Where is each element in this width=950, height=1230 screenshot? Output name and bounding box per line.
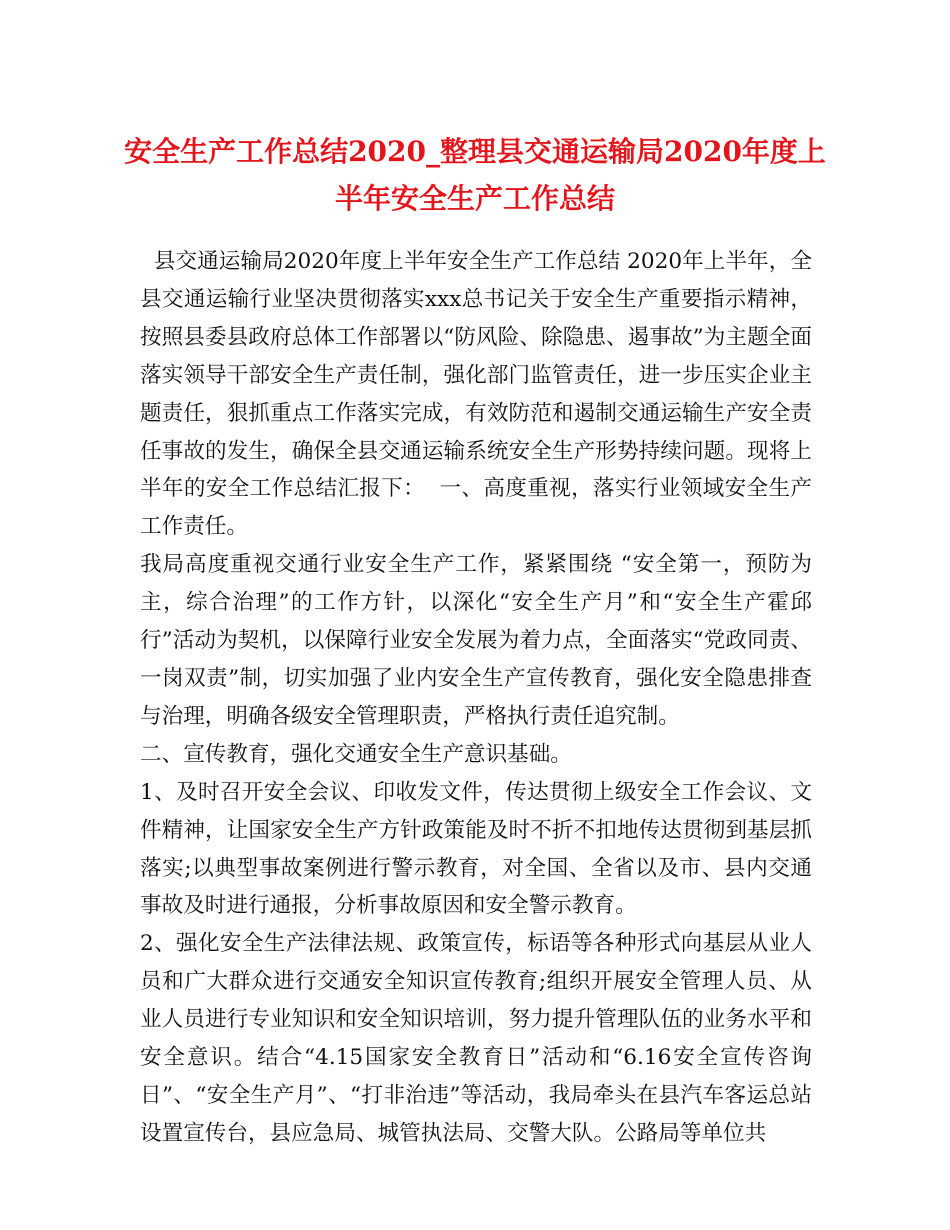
paragraph-section-one: 我局高度重视交通行业安全生产工作，紧紧围绕 “安全第一，预防为主，综合治理”的工作方针，以深化“安全生产月”和“安全生产霍邱行”活动为契机，以保障行业安全发展为着力点，全面落实“党政同责、一岗双责”制，切实加强了业内安全生产宣传教育，强化安全隐患排查与治理，明确各级安全管理职责，严格执行责任追究制。: [140, 552, 812, 729]
paragraph-heading-two: 二、宣传教育，强化交通安全生产意识基础。: [140, 741, 572, 767]
title-line-2: 半年安全生产工作总结: [334, 182, 615, 215]
paragraph-item-two: 2、强化安全生产法律法规、政策宣传，标语等各种形式向基层从业人员和广大群众进行交通安全知识宣传教育;组织开展安全管理人员、从业人员进行专业知识和安全知识培训，努力提升管理队伍的业务水平和安全意识。结合“4.15国家安全教育日”活动和“6.16安全宣传咨询日”、“安全生产月”、“打非治违”等活动，我局牵头在县汽车客运总站设置宣传台，县应急局、城管执法局、交警大队。公路局等单位共: [140, 931, 812, 1146]
title-line-1: 安全生产工作总结2020_整理县交通运输局2020年度上: [124, 135, 826, 168]
paragraph-intro: 县交通运输局2020年度上半年安全生产工作总结 2020年上半年，全县交通运输行业坚决贯彻落实xxx总书记关于安全生产重要指示精神，按照县委县政府总体工作部署以“防风险、除隐患、遏事故”为主题全面落实领导干部安全生产责任制，强化部门监管责任，进一步压实企业主题责任，狠抓重点工作落实完成，有效防范和遏制交通运输生产安全责任事故的发生，确保全县交通运输系统安全生产形势持续问题。现将上半年的安全工作总结汇报下： 一、高度重视，落实行业领域安全生产工作责任。: [140, 249, 812, 540]
paragraph-item-one: 1、及时召开安全会议、印收发文件，传达贯彻上级安全工作会议、文件精神，让国家安全生产方针政策能及时不折不扣地传达贯彻到基层抓落实;以典型事故案例进行警示教育，对全国、全省以及市、县内交通事故及时进行通报，分析事故原因和安全警示教育。: [140, 779, 812, 919]
document-title: [120, 128, 830, 222]
document-body: [140, 243, 812, 1153]
